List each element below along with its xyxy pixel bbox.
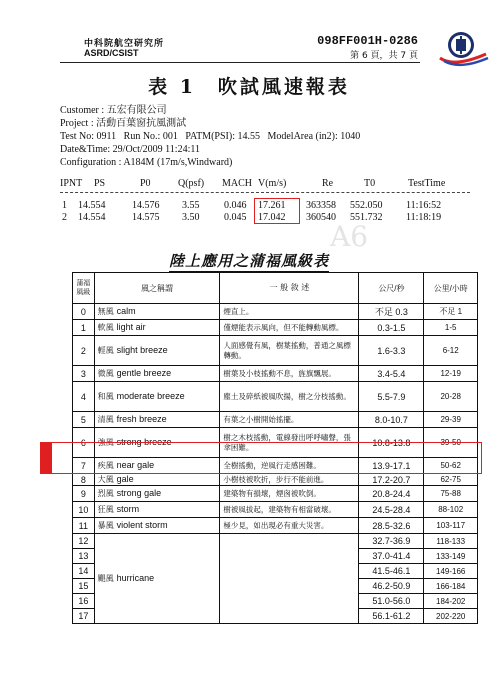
name-en: violent storm xyxy=(116,520,168,530)
kmh-cell: 88-102 xyxy=(424,502,478,518)
name-zh: 軟風 xyxy=(97,323,114,332)
name-cell xyxy=(94,382,220,412)
desc-cell: 全樹搖動，逆風行走感困難。 xyxy=(220,458,359,474)
org-name-en: ASRD/CSIST xyxy=(84,48,139,58)
kmh-cell: 12-19 xyxy=(424,366,478,382)
ms-cell: 46.2-50.9 xyxy=(359,579,424,594)
name-en: strong breeze xyxy=(116,437,172,447)
kmh-cell: 103-117 xyxy=(424,518,478,534)
name-zh: 無風 xyxy=(97,307,114,316)
table-row xyxy=(73,366,478,382)
table-row xyxy=(73,304,478,320)
name-cell xyxy=(94,304,220,320)
name-en: storm xyxy=(116,504,140,514)
kmh-cell: 不足 1 xyxy=(424,304,478,320)
name-en: light air xyxy=(116,322,146,332)
level-cell: 1 xyxy=(73,320,95,336)
ms-cell: 28.5-32.6 xyxy=(359,518,424,534)
table-row xyxy=(73,336,478,366)
ms-cell: 1.6-3.3 xyxy=(359,336,424,366)
cell: 1 xyxy=(62,200,67,211)
customer-label: Customer : xyxy=(60,105,105,116)
ms-cell: 17.2-20.7 xyxy=(359,474,424,486)
cell: 552.050 xyxy=(350,200,383,211)
col-q: Q(psf) xyxy=(178,178,205,189)
name-zh: 強風 xyxy=(97,438,114,447)
level-cell: 15 xyxy=(73,579,95,594)
name-en: gale xyxy=(116,474,134,484)
name-cell xyxy=(94,320,220,336)
desc-cell: 極少見，如出現必有重大災害。 xyxy=(220,518,359,534)
page-info: 第 6 頁，共 7 頁 xyxy=(350,51,418,61)
name-cell xyxy=(94,502,220,518)
ms-cell: 不足 0.3 xyxy=(359,304,424,320)
ms-cell: 41.5-46.1 xyxy=(359,564,424,579)
name-zh: 暴風 xyxy=(97,521,114,530)
customer-line xyxy=(60,104,167,117)
ms-cell: 37.0-41.4 xyxy=(359,549,424,564)
name-zh: 大風 xyxy=(97,475,114,484)
name-en: hurricane xyxy=(116,573,155,583)
kmh-cell: 6-12 xyxy=(424,336,478,366)
cell: 363358 xyxy=(306,200,336,211)
name-en: slight breeze xyxy=(116,345,168,355)
cell: 11:18:19 xyxy=(406,212,442,223)
desc-cell: 樹葉及小枝搖動不息，旌旗飄展。 xyxy=(220,366,359,382)
name-en: strong gale xyxy=(116,488,162,498)
header-kmh: 公里/小時 xyxy=(424,273,478,304)
cell: 3.50 xyxy=(182,212,200,223)
level-cell: 7 xyxy=(73,458,95,474)
table-row xyxy=(73,382,478,412)
highlight-marker xyxy=(40,442,52,474)
kmh-cell: 75-88 xyxy=(424,486,478,502)
ms-cell: 5.5-7.9 xyxy=(359,382,424,412)
runs-divider xyxy=(60,192,470,193)
cell: 17.042 xyxy=(258,212,286,223)
cell: 0.045 xyxy=(224,212,247,223)
test-line xyxy=(60,130,360,143)
header-ms: 公尺/秒 xyxy=(359,273,424,304)
name-en: moderate breeze xyxy=(116,391,185,401)
name-en: fresh breeze xyxy=(116,414,167,424)
name-cell xyxy=(94,474,220,486)
level-cell: 4 xyxy=(73,382,95,412)
beaufort-title xyxy=(0,250,498,271)
ms-cell: 56.1-61.2 xyxy=(359,609,424,624)
ms-cell: 13.9-17.1 xyxy=(359,458,424,474)
kmh-cell: 29-39 xyxy=(424,412,478,428)
cell: 14.576 xyxy=(132,200,160,211)
desc-cell xyxy=(220,534,359,624)
level-cell: 2 xyxy=(73,336,95,366)
desc-cell: 有葉之小樹開始搖擺。 xyxy=(220,412,359,428)
col-v: V(m/s) xyxy=(258,178,287,189)
project-value: 活動百葉窗抗風測試 xyxy=(96,118,187,129)
name-cell xyxy=(94,366,220,382)
kmh-cell: 149-166 xyxy=(424,564,478,579)
name-zh: 颶風 xyxy=(97,574,114,583)
report-title: 表 1 吹試風速報表 xyxy=(148,76,350,98)
table-row xyxy=(73,474,478,486)
desc-cell: 人面感覺有風，樹葉搖動，普通之風標轉動。 xyxy=(220,336,359,366)
desc-cell: 建築物有損壞，煙囪被吹倒。 xyxy=(220,486,359,502)
cell: 360540 xyxy=(306,212,336,223)
cell: 551.732 xyxy=(350,212,383,223)
header-desc: 一 般 敘 述 xyxy=(220,273,359,304)
level-cell: 9 xyxy=(73,486,95,502)
level-cell: 8 xyxy=(73,474,95,486)
col-t0: T0 xyxy=(364,178,376,189)
kmh-cell: 39-50 xyxy=(424,428,478,458)
desc-cell: 小樹枝被吹折，步行不能前進。 xyxy=(220,474,359,486)
kmh-cell: 20-28 xyxy=(424,382,478,412)
name-zh: 疾風 xyxy=(97,461,114,470)
level-cell: 3 xyxy=(73,366,95,382)
col-re: Re xyxy=(322,178,334,189)
table-row xyxy=(73,320,478,336)
cell: 0.046 xyxy=(224,200,247,211)
name-en: calm xyxy=(116,306,136,316)
level-cell: 16 xyxy=(73,594,95,609)
cell: 14.554 xyxy=(78,200,106,211)
col-mach: MACH xyxy=(222,178,253,189)
level-cell: 11 xyxy=(73,518,95,534)
table-header-row xyxy=(73,273,478,304)
col-ipnt: IPNT xyxy=(60,178,83,189)
name-zh: 狂風 xyxy=(97,505,114,514)
name-zh: 微風 xyxy=(97,369,114,378)
name-zh: 輕風 xyxy=(97,346,114,355)
table-row xyxy=(73,518,478,534)
col-p0: P0 xyxy=(140,178,151,189)
ms-cell: 0.3-1.5 xyxy=(359,320,424,336)
name-cell xyxy=(94,518,220,534)
table-row xyxy=(73,486,478,502)
level-cell: 17 xyxy=(73,609,95,624)
name-cell xyxy=(94,534,220,624)
near-gale-highlight xyxy=(40,442,482,474)
level-cell: 12 xyxy=(73,534,95,549)
name-en: gentle breeze xyxy=(116,368,172,378)
date-line xyxy=(60,143,200,156)
name-cell xyxy=(94,412,220,428)
org-logo-icon xyxy=(434,28,492,68)
velocity-highlight-box xyxy=(254,198,300,224)
ms-cell: 20.8-24.4 xyxy=(359,486,424,502)
org-name-cn: 中科院航空研究所 xyxy=(84,39,165,49)
beaufort-title-text: 陸上應用之蒲福風級表 xyxy=(168,252,329,270)
ms-cell: 32.7-36.9 xyxy=(359,534,424,549)
level-cell: 10 xyxy=(73,502,95,518)
col-testtime: TestTime xyxy=(408,178,446,189)
table-row xyxy=(73,502,478,518)
name-cell xyxy=(94,336,220,366)
cell: 2 xyxy=(62,212,67,223)
kmh-cell: 166-184 xyxy=(424,579,478,594)
name-en: near gale xyxy=(116,460,155,470)
desc-cell: 煙直上。 xyxy=(220,304,359,320)
cell: 11:16:52 xyxy=(406,200,442,211)
test-line-text: Test No: 0911 Run No.: 001 PATM(PSI): 14.55 ModelArea (in2): 1040 xyxy=(60,131,361,142)
date-line-text: Date&Time: 29/Oct/2009 11:24:11 xyxy=(60,144,200,155)
cell: 3.55 xyxy=(182,200,200,211)
config-line xyxy=(60,156,232,169)
name-zh: 清風 xyxy=(97,415,114,424)
desc-cell: 樹之木枝搖動，電線發出呼呼嘯聲，張傘困難。 xyxy=(220,428,359,458)
project-line xyxy=(60,117,186,130)
cell: 14.554 xyxy=(78,212,106,223)
name-zh: 烈風 xyxy=(97,489,114,498)
header-level: 蒲福風級 xyxy=(73,273,95,304)
cell: 14.575 xyxy=(132,212,160,223)
kmh-cell: 118-133 xyxy=(424,534,478,549)
desc-cell: 樹被風拔起，建築物有相當破壞。 xyxy=(220,502,359,518)
project-label: Project : xyxy=(60,118,94,129)
ms-cell: 24.5-28.4 xyxy=(359,502,424,518)
watermark: A6 xyxy=(330,220,369,253)
ms-cell: 8.0-10.7 xyxy=(359,412,424,428)
level-cell: 13 xyxy=(73,549,95,564)
level-cell: 14 xyxy=(73,564,95,579)
kmh-cell: 202-220 xyxy=(424,609,478,624)
kmh-cell: 1-5 xyxy=(424,320,478,336)
name-cell xyxy=(94,486,220,502)
ms-cell: 10.8-13.8 xyxy=(359,428,424,458)
kmh-cell: 133-149 xyxy=(424,549,478,564)
customer-value: 五宏有限公司 xyxy=(106,105,167,116)
config-line-text: Configuration : A184M (17m/s,Windward) xyxy=(60,157,233,168)
cell: 17.261 xyxy=(258,200,286,211)
name-zh: 和風 xyxy=(97,392,114,401)
header-name: 風之稱謂 xyxy=(94,273,220,304)
table-row xyxy=(73,534,478,549)
document-id: 098FF001H-0286 xyxy=(317,34,418,48)
header-rule xyxy=(60,62,420,63)
kmh-cell: 50-62 xyxy=(424,458,478,474)
col-ps: PS xyxy=(94,178,106,189)
ms-cell: 3.4-5.4 xyxy=(359,366,424,382)
kmh-cell: 62-75 xyxy=(424,474,478,486)
table-row xyxy=(73,412,478,428)
level-cell: 6 xyxy=(73,428,95,458)
desc-cell: 僅煙能表示風向，但不能轉動風標。 xyxy=(220,320,359,336)
runs-header xyxy=(60,178,470,192)
level-cell: 0 xyxy=(73,304,95,320)
level-cell: 5 xyxy=(73,412,95,428)
desc-cell: 塵土及碎紙被風吹揚，樹之分枝搖動。 xyxy=(220,382,359,412)
kmh-cell: 184-202 xyxy=(424,594,478,609)
ms-cell: 51.0-56.0 xyxy=(359,594,424,609)
